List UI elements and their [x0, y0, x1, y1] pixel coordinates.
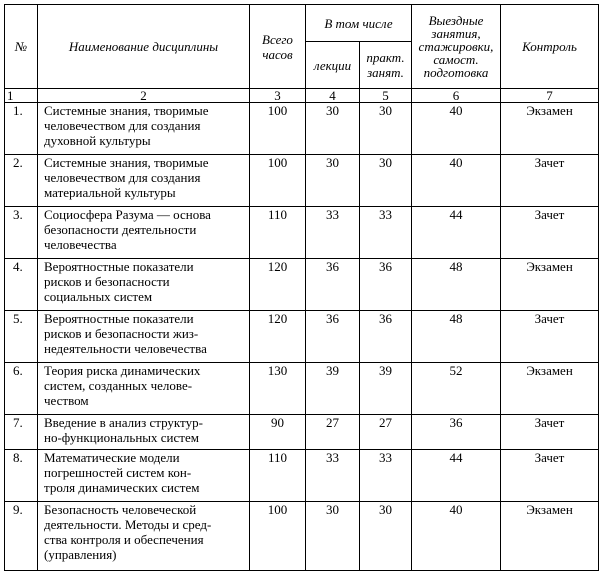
total-hours: 100	[250, 103, 306, 155]
discipline-name-line: рисков и безопасности жиз-	[44, 326, 199, 341]
row-number: 3.	[5, 207, 38, 259]
lecture-hours: 30	[306, 103, 360, 155]
header-total-line2: часов	[262, 46, 293, 62]
discipline-name-line: но-функциональных систем	[44, 430, 199, 445]
header-practice-line2: занят.	[367, 65, 404, 80]
control-type: Зачет	[501, 415, 599, 450]
table-row	[5, 259, 599, 311]
header-trips-line5: подготовка	[423, 65, 489, 80]
index-cell: 7	[501, 89, 599, 103]
header-control: Контроль	[501, 5, 599, 89]
header-trips-line1: Выездные	[428, 13, 484, 28]
header-total-line1: Всего	[262, 31, 293, 47]
discipline-name	[38, 311, 250, 363]
table-row	[5, 415, 599, 450]
row-number: 4.	[5, 259, 38, 311]
discipline-name-line: человечеством для создания	[44, 118, 201, 133]
discipline-name-line: чеством	[44, 393, 89, 408]
trip-hours: 44	[412, 207, 501, 259]
row-number: 6.	[5, 363, 38, 415]
lecture-hours: 33	[306, 450, 360, 502]
row-number: 5.	[5, 311, 38, 363]
discipline-name-line: человечеством для создания	[44, 170, 201, 185]
total-hours: 110	[250, 450, 306, 502]
curriculum-table	[4, 4, 599, 571]
discipline-name-line: недеятельности человечества	[44, 341, 207, 356]
total-hours: 120	[250, 311, 306, 363]
trip-hours: 36	[412, 415, 501, 450]
lecture-hours: 36	[306, 259, 360, 311]
index-cell: 1	[5, 89, 38, 103]
table-header	[5, 5, 599, 89]
control-type: Зачет	[501, 450, 599, 502]
practice-hours: 33	[360, 450, 412, 502]
index-cell: 5	[360, 89, 412, 103]
discipline-name-line: рисков и безопасности	[44, 274, 170, 289]
discipline-name-line: Вероятностные показатели	[44, 259, 194, 274]
discipline-name-line: безопасности деятельности	[44, 222, 197, 237]
discipline-name	[38, 502, 250, 571]
practice-hours: 27	[360, 415, 412, 450]
index-cell: 4	[306, 89, 360, 103]
discipline-name-line: Системные знания, творимые	[44, 155, 209, 170]
practice-hours: 30	[360, 502, 412, 571]
discipline-name-line: Вероятностные показатели	[44, 311, 194, 326]
index-row	[5, 89, 599, 103]
control-type: Зачет	[501, 207, 599, 259]
table-body	[5, 89, 599, 571]
discipline-name	[38, 363, 250, 415]
total-hours: 100	[250, 155, 306, 207]
header-total	[250, 5, 306, 89]
discipline-name-line: материальной культуры	[44, 185, 176, 200]
discipline-name-line: социальных систем	[44, 289, 153, 304]
practice-hours: 33	[360, 207, 412, 259]
index-cell: 2	[38, 89, 250, 103]
header-num: №	[5, 5, 38, 89]
discipline-name-line: Социосфера Разума — основа	[44, 207, 211, 222]
trip-hours: 44	[412, 450, 501, 502]
control-type: Экзамен	[501, 103, 599, 155]
discipline-name-line: Системные знания, творимые	[44, 103, 209, 118]
trip-hours: 48	[412, 259, 501, 311]
lecture-hours: 30	[306, 155, 360, 207]
discipline-name-line: (управления)	[44, 547, 117, 562]
lecture-hours: 33	[306, 207, 360, 259]
header-group: В том числе	[306, 5, 412, 42]
row-number: 9.	[5, 502, 38, 571]
total-hours: 130	[250, 363, 306, 415]
discipline-name	[38, 259, 250, 311]
discipline-name-line: систем, созданных челове-	[44, 378, 193, 393]
control-type: Экзамен	[501, 502, 599, 571]
header-trips-line4: самост.	[433, 52, 479, 67]
practice-hours: 36	[360, 311, 412, 363]
row-number: 7.	[5, 415, 38, 450]
trip-hours: 48	[412, 311, 501, 363]
row-number: 2.	[5, 155, 38, 207]
header-trips-line2: занятия,	[431, 26, 481, 41]
discipline-name-line: Математические модели	[44, 450, 180, 465]
header-practice-line1: практ.	[366, 50, 405, 65]
trip-hours: 40	[412, 155, 501, 207]
trip-hours: 52	[412, 363, 501, 415]
discipline-name-line: троля динамических систем	[44, 480, 200, 495]
header-practice	[360, 42, 412, 89]
index-cell: 3	[250, 89, 306, 103]
practice-hours: 36	[360, 259, 412, 311]
table-row	[5, 502, 599, 571]
table-row	[5, 311, 599, 363]
lecture-hours: 30	[306, 502, 360, 571]
discipline-name-line: Введение в анализ структур-	[44, 415, 203, 430]
row-number: 1.	[5, 103, 38, 155]
total-hours: 120	[250, 259, 306, 311]
trip-hours: 40	[412, 103, 501, 155]
practice-hours: 30	[360, 155, 412, 207]
lecture-hours: 39	[306, 363, 360, 415]
discipline-name	[38, 155, 250, 207]
lecture-hours: 36	[306, 311, 360, 363]
table-row	[5, 207, 599, 259]
control-type: Зачет	[501, 311, 599, 363]
table-row	[5, 450, 599, 502]
discipline-name	[38, 415, 250, 450]
header-trips-line3: стажировки,	[418, 39, 494, 54]
discipline-name-line: духовной культуры	[44, 133, 151, 148]
discipline-name-line: Безопасность человеческой	[44, 502, 197, 517]
practice-hours: 30	[360, 103, 412, 155]
control-type: Экзамен	[501, 259, 599, 311]
discipline-name	[38, 207, 250, 259]
total-hours: 110	[250, 207, 306, 259]
total-hours: 90	[250, 415, 306, 450]
table-row	[5, 155, 599, 207]
table-row	[5, 103, 599, 155]
table-row	[5, 363, 599, 415]
header-trips	[412, 5, 501, 89]
discipline-name	[38, 103, 250, 155]
discipline-name-line: деятельности. Методы и сред-	[44, 517, 212, 532]
total-hours: 100	[250, 502, 306, 571]
header-lectures: лекции	[306, 42, 360, 89]
lecture-hours: 27	[306, 415, 360, 450]
discipline-name-line: Теория риска динамических	[44, 363, 201, 378]
header-name: Наименование дисциплины	[38, 5, 250, 89]
row-number: 8.	[5, 450, 38, 502]
discipline-name-line: ства контроля и обеспечения	[44, 532, 204, 547]
trip-hours: 40	[412, 502, 501, 571]
control-type: Зачет	[501, 155, 599, 207]
index-cell: 6	[412, 89, 501, 103]
discipline-name	[38, 450, 250, 502]
practice-hours: 39	[360, 363, 412, 415]
discipline-name-line: человечества	[44, 237, 117, 252]
control-type: Экзамен	[501, 363, 599, 415]
discipline-name-line: погрешностей систем кон-	[44, 465, 192, 480]
